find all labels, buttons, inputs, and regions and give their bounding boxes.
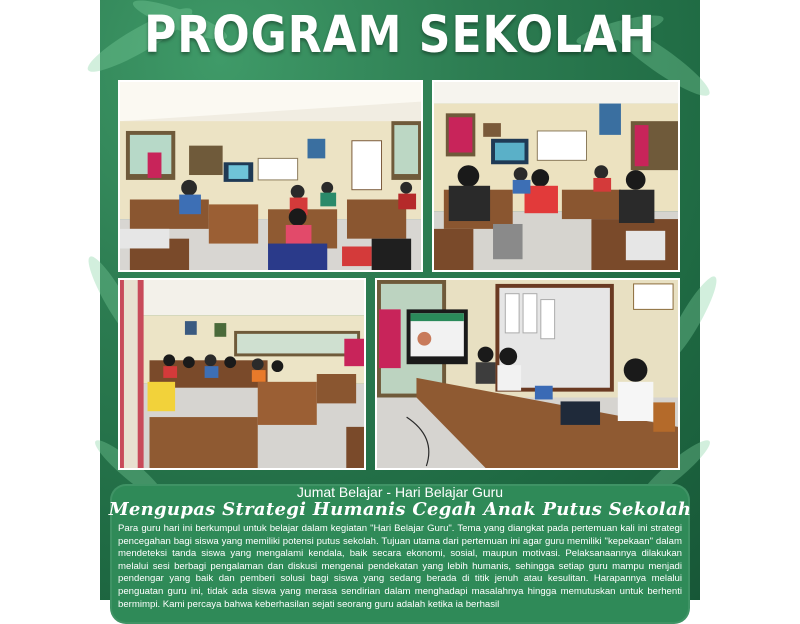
poster-title: PROGRAM SEKOLAH xyxy=(144,6,656,65)
classroom-photo-2 xyxy=(432,80,680,272)
event-subtitle: Jumat Belajar - Hari Belajar Guru xyxy=(296,484,504,500)
article-body: Para guru hari ini berkumpul untuk belajar dalam kegiatan "Hari Belajar Guru". Tema yang diangkat pada pertemuan kali ini strategi pencegahan bagi siswa yang memiliki potensi putus sekolah. Tujuan utama dari pertemuan ini agar guru memiliki "kepekaan" dalam mendeteksi tanda siswa yang mengalami kendala, baik secara ekonomi, sosial, maupun motivasi. Pelaksanaannya dilakukan melalui sesi berbagi pengalaman dan diskusi mengenai pendekatan yang lebih humanis, sehingga setiap guru mampu menjadi pendengar yang baik dan pemberi solusi bagi siswa yang sedang berada di titik jenuh atau kesulitan. Harapannya melalui penguatan guru ini, tidak ada siswa yang merasa sendirian dalam menghadapi masalahnya hingga memutuskan untuk berhenti bermimpi. Kami percaya bahwa keberhasilan sejati seorang guru adalah ketika ia berhasil xyxy=(118,523,682,610)
classroom-photo-3 xyxy=(118,278,366,470)
classroom-photo-1 xyxy=(118,80,423,272)
classroom-photo-4 xyxy=(375,278,680,470)
article-headline: Mengupas Strategi Humanis Cegah Anak Putus Sekolah xyxy=(108,499,692,520)
poster xyxy=(100,0,700,610)
